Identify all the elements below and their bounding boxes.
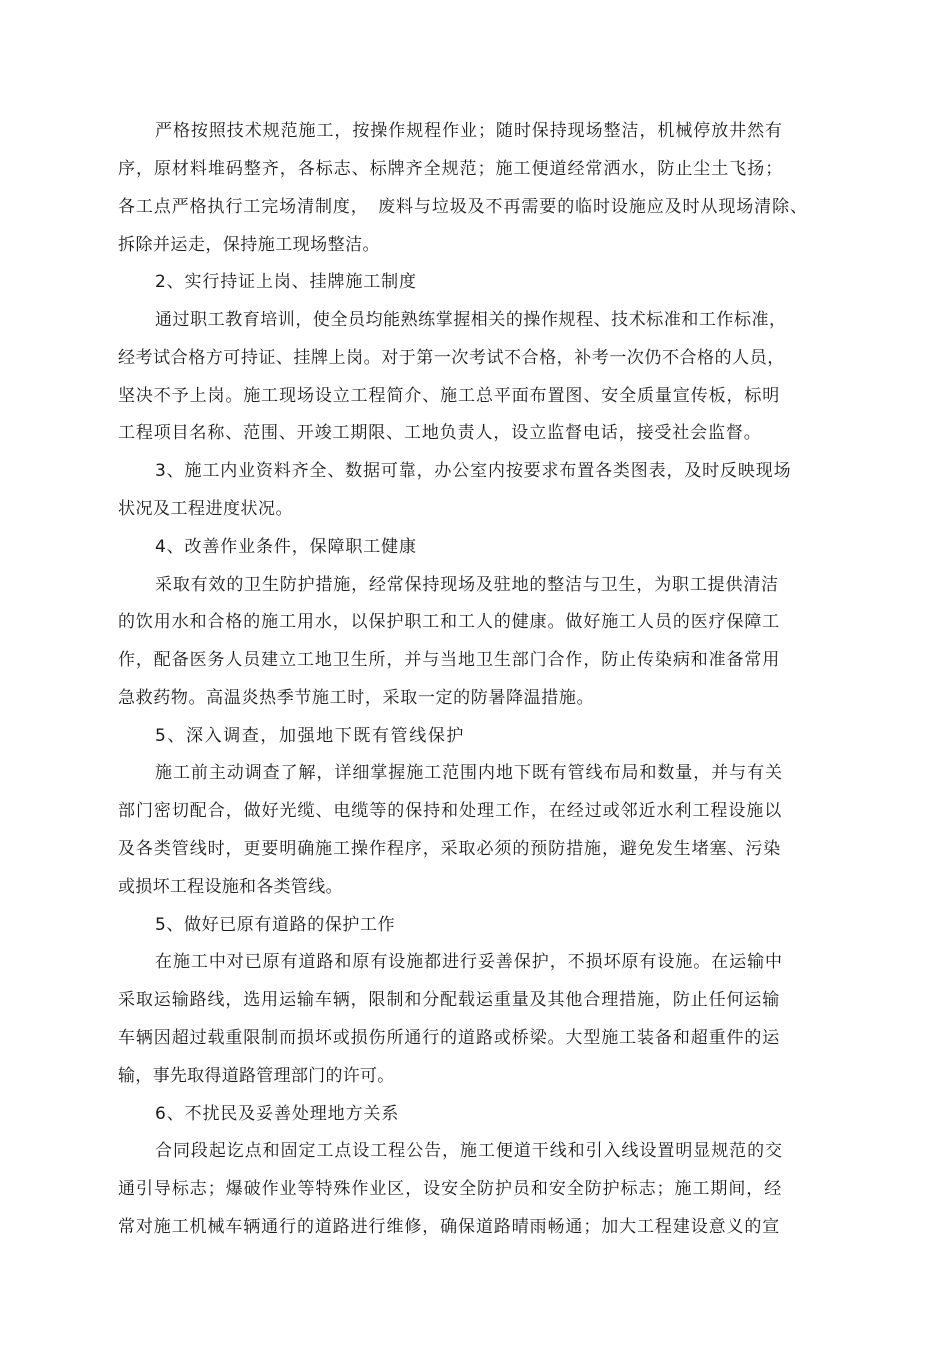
text-line: 采取运输路线，选用运输车辆，限制和分配载运重量及其他合理措施，防止任何运输 xyxy=(118,990,781,1010)
text-line: 状况及工程进度状况。 xyxy=(118,499,293,519)
heading-line: 5、深入调查，加强地下既有管线保护 xyxy=(155,726,466,746)
text-line: 急救药物。高温炎热季节施工时，采取一定的防暑降温措施。 xyxy=(118,688,595,708)
text-line: 及各类管线时，更要明确施工操作程序，采取必须的预防措施，避免发生堵塞、污染 xyxy=(118,839,782,859)
text-line: 作，配备医务人员建立工地卫生所，并与当地卫生部门合作，防止传染病和准备常用 xyxy=(118,650,781,670)
heading-line: 4、改善作业条件，保障职工健康 xyxy=(155,537,417,557)
text-line: 通过职工教育培训，使全员均能熟练掌握相关的操作规程、技术标准和工作标准， xyxy=(155,310,787,330)
text-line: 工程项目名称、范围、开竣工期限、工地负责人，设立监督电话，接受社会监督。 xyxy=(118,423,762,443)
text-line: 序，原材料堆码整齐，各标志、标牌齐全规范；施工便道经常洒水，防止尘土飞扬； xyxy=(118,159,784,179)
text-line: 严格按照技术规范施工，按操作规程作业；随时保持现场整洁，机械停放井然有 xyxy=(155,121,783,141)
text-line: 采取有效的卫生防护措施，经常保持现场及驻地的整洁与卫生，为职工提供清洁 xyxy=(155,575,779,595)
text-line: 合同段起讫点和固定工点设工程公告，施工便道干线和引入线设置明显规范的交 xyxy=(155,1141,783,1161)
heading-line: 5、做好已原有道路的保护工作 xyxy=(155,915,396,935)
text-line: 拆除并运走，保持施工现场整洁。 xyxy=(118,235,380,255)
text-line: 通引导标志；爆破作业等特殊作业区，设安全防护员和安全防护标志；施工期间，经 xyxy=(118,1179,783,1199)
text-line: 经考试合格方可持证、挂牌上岗。对于第一次考试不合格，补考一次仍不合格的人员， xyxy=(118,348,785,368)
text-line: 部门密切配合，做好光缆、电缆等的保持和处理工作，在经过或邻近水利工程设施以 xyxy=(118,801,783,821)
text-line: 常对施工机械车辆通行的道路进行维修，确保道路晴雨畅通；加大工程建设意义的宣 xyxy=(118,1217,781,1237)
text-line: 车辆因超过载重限制而损坏或损伤所通行的道路或桥梁。大型施工装备和超重件的运 xyxy=(118,1028,781,1048)
heading-line: 2、实行持证上岗、挂牌施工制度 xyxy=(155,272,417,292)
text-line: 或损坏工程设施和各类管线。 xyxy=(118,877,343,897)
text-line: 输，事先取得道路管理部门的许可。 xyxy=(118,1066,395,1086)
text-line: 3、施工内业资料齐全、数据可靠，办公室内按要求布置各类图表，及时反映现场 xyxy=(155,461,792,481)
text-line: 在施工中对已原有道路和原有设施都进行妥善保护，不损坏原有设施。在运输中 xyxy=(155,952,783,972)
text-line: 坚决不予上岗。施工现场设立工程简介、施工总平面布置图、安全质量宣传板，标明 xyxy=(118,386,781,406)
text-line: 施工前主动调查了解，详细掌握施工范围内地下既有管线布局和数量，并与有关 xyxy=(155,763,783,783)
text-line: 各工点严格执行工完场清制度， 废料与垃圾及不再需要的临时设施应及时从现场清除、 xyxy=(118,197,808,217)
heading-line: 6、不扰民及妥善处理地方关系 xyxy=(155,1104,400,1124)
text-line: 的饮用水和合格的施工用水，以保护职工和工人的健康。做好施工人员的医疗保障工 xyxy=(118,612,781,632)
